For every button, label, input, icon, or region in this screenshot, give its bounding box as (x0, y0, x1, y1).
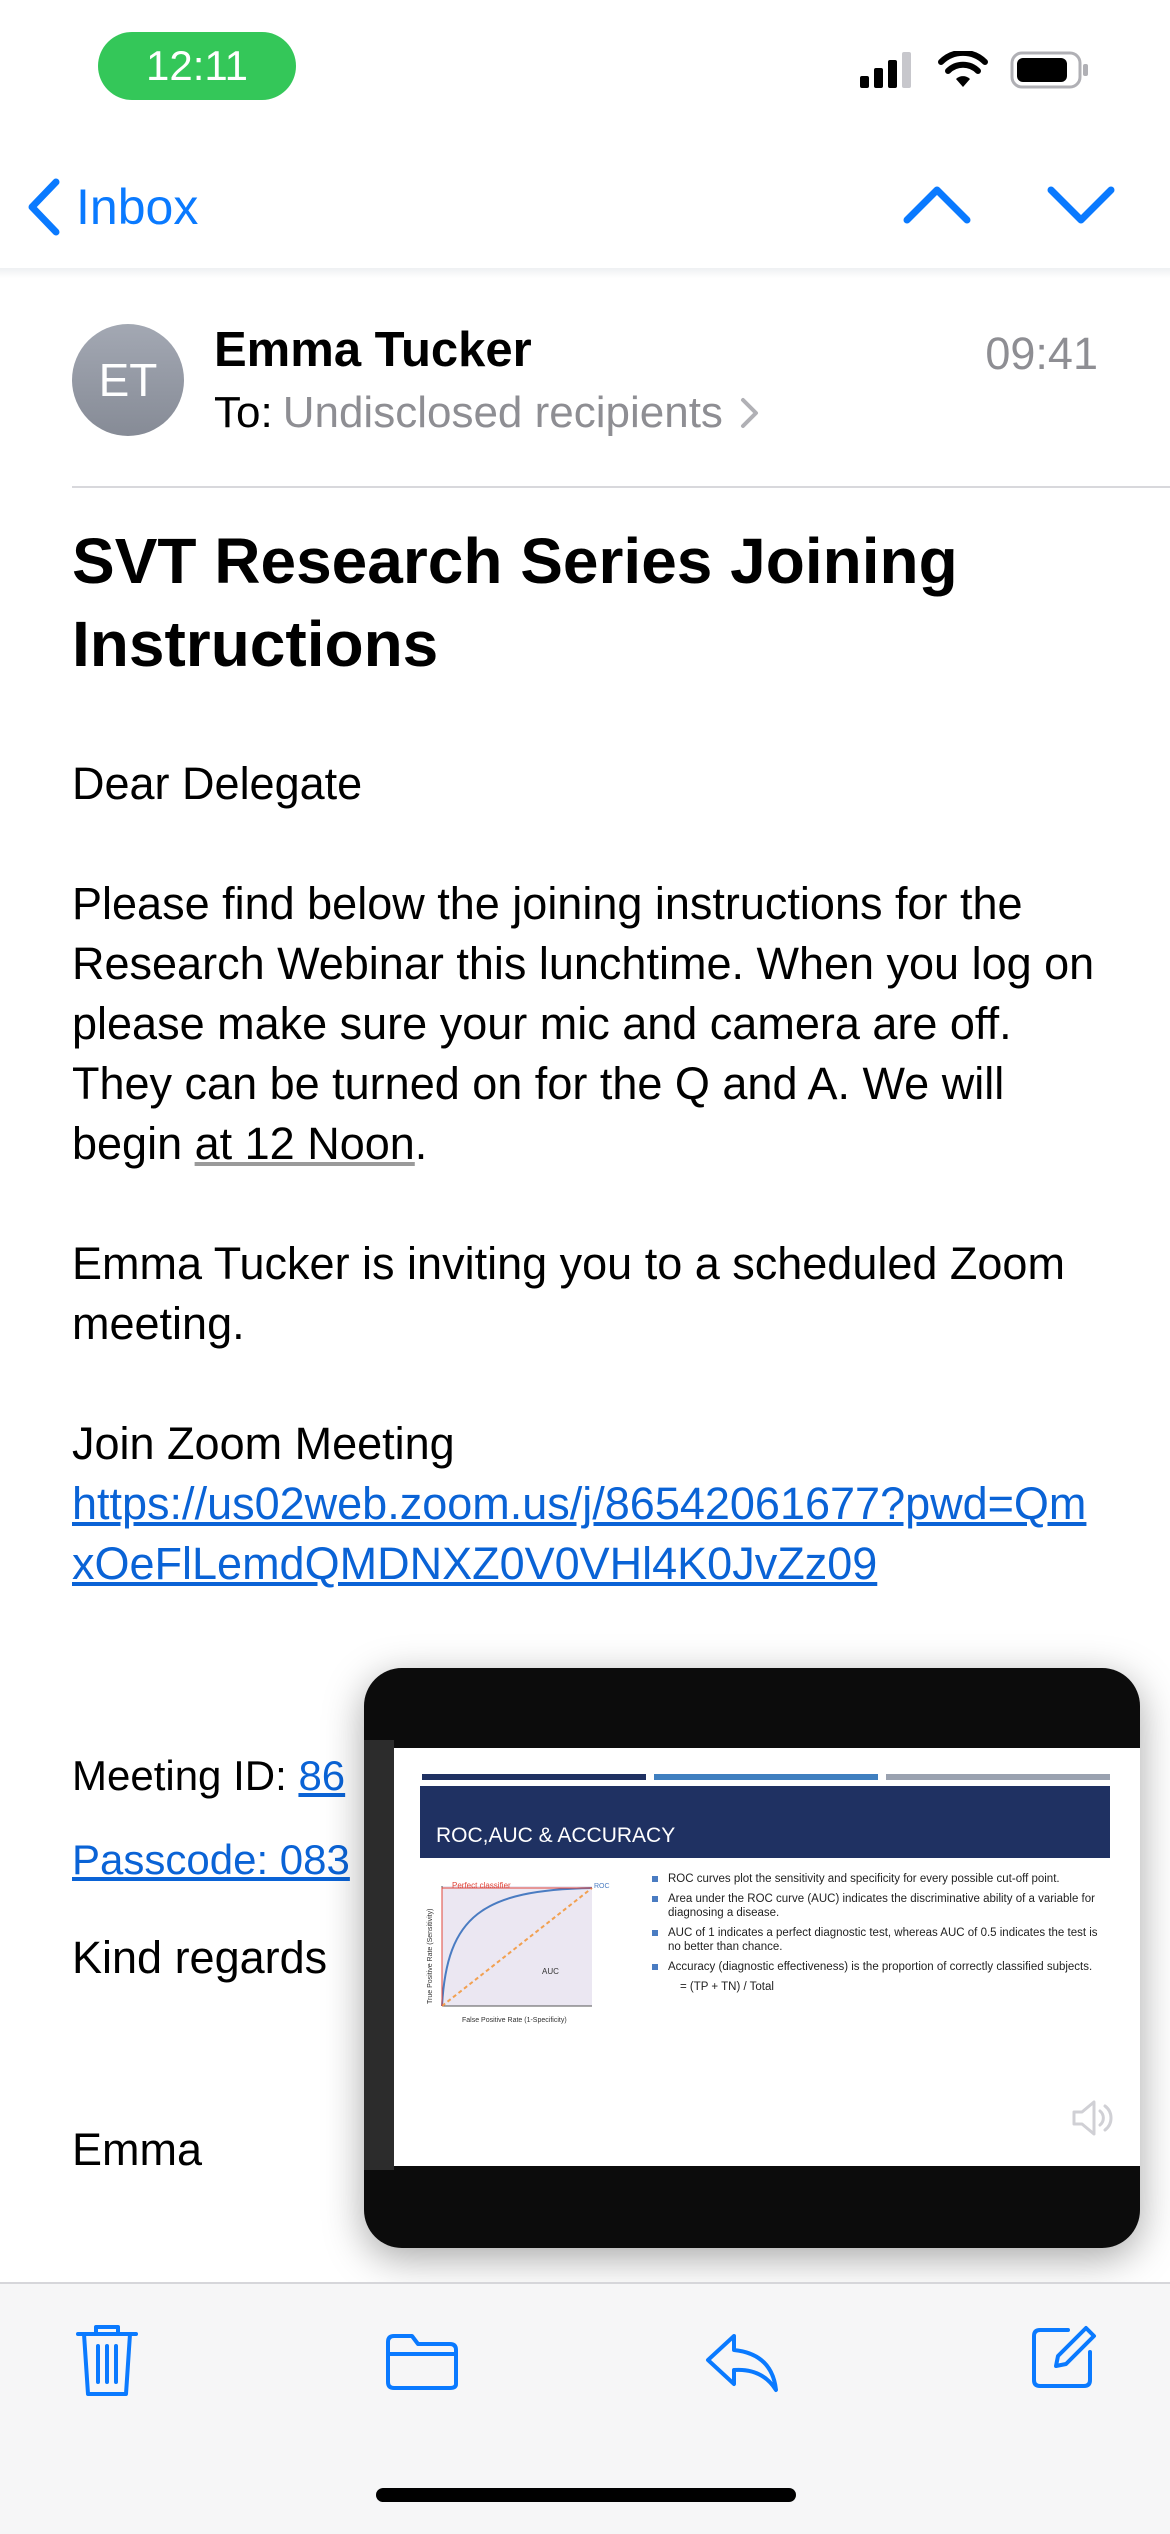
back-button[interactable] (26, 178, 198, 236)
signal-icon (860, 52, 916, 88)
graph-xlabel: False Positive Rate (1-Specificity) (462, 2017, 567, 2024)
graph-label: Perfect classifier (452, 1881, 511, 1890)
meeting-id-link[interactable]: 86 (298, 1752, 346, 1799)
to-label: To: (214, 388, 273, 437)
graph-label: AUC (542, 1967, 559, 1976)
zoom-link[interactable]: https://us02web.zoom.us/j/86542061677?pwd=QmxOeFlLemdQMDNXZ0V0VHl4K0JvZz09 (72, 1478, 1087, 1589)
slide-formula: = (TP + TN) / Total (680, 1981, 774, 1993)
sender-name[interactable]: Emma Tucker (214, 323, 532, 377)
graph-ylabel: True Positive Rate (Sensitivity) (427, 1908, 434, 2004)
wifi-icon (938, 51, 988, 89)
folder-icon[interactable] (384, 2332, 460, 2392)
slide-bar (886, 1774, 1110, 1780)
chevron-down-icon[interactable] (1046, 178, 1116, 228)
graph-label: ROC (594, 1883, 610, 1890)
slide-bar (422, 1774, 646, 1780)
roc-graph (422, 1876, 622, 2036)
email-time: 09:41 (985, 328, 1098, 379)
meeting-id-row (72, 1752, 345, 1800)
greeting: Dear Delegate (72, 758, 363, 809)
recipients-row[interactable] (214, 388, 763, 438)
presenter-taskbar (364, 1740, 394, 2170)
battery-icon (1010, 51, 1090, 89)
slide-bullet: ROC curves plot the sensitivity and specificity for every possible cut-off point. (652, 1872, 1112, 1886)
trash-icon[interactable] (74, 2322, 140, 2398)
nav-divider (0, 268, 1170, 278)
chevron-right-icon (737, 395, 763, 431)
paragraph-text: Please find below the joining instructions for the Research Webinar this lunchtime. When you log on please make sure your mic and camera are off. They can be turned on for the Q and A. We will begin (72, 878, 1095, 1169)
slide-bullet: AUC of 1 indicates a perfect diagnostic test, whereas AUC of 0.5 indicates the test is no better than chance. (652, 1926, 1112, 1954)
speaker-icon[interactable] (1070, 2098, 1116, 2138)
paragraph-invite: Emma Tucker is inviting you to a scheduled Zoom meeting. (72, 1238, 1065, 1349)
slide-bar (654, 1774, 878, 1780)
slide-bullet: Area under the ROC curve (AUC) indicates the discriminative ability of a variable for diagnosing a disease. (652, 1892, 1112, 1920)
closing: Kind regards (72, 1932, 328, 1983)
meeting-id-label: Meeting ID: (72, 1752, 287, 1799)
join-label: Join Zoom Meeting (72, 1418, 455, 1469)
header-divider (72, 486, 1170, 488)
home-indicator (376, 2488, 796, 2502)
paragraph-end: . (414, 1118, 428, 1169)
status-icons (860, 50, 1090, 90)
paragraph-instructions (72, 874, 1122, 1174)
reply-icon[interactable] (704, 2330, 780, 2394)
slide-bullet: Accuracy (diagnostic effectiveness) is the proportion of correctly classified subjects. (652, 1960, 1112, 1974)
email-body (72, 754, 1122, 1594)
avatar[interactable]: ET (72, 324, 184, 436)
passcode-link[interactable]: Passcode: 083 (72, 1836, 350, 1883)
signature: Emma (72, 2124, 203, 2175)
email-subject: SVT Research Series Joining Instructions (72, 525, 958, 680)
time-detected-link[interactable]: at 12 Noon (194, 1118, 415, 1169)
recipients: Undisclosed recipients (282, 388, 723, 437)
chevron-up-icon[interactable] (902, 178, 972, 228)
slide-bullets (652, 1872, 1112, 2000)
back-label: Inbox (76, 179, 199, 235)
status-time: 12:11 (98, 32, 296, 100)
compose-icon[interactable] (1028, 2322, 1098, 2392)
pip-video[interactable] (364, 1668, 1140, 2248)
chevron-left-icon (26, 178, 62, 236)
slide-title: ROC,AUC & ACCURACY (420, 1786, 1110, 1858)
